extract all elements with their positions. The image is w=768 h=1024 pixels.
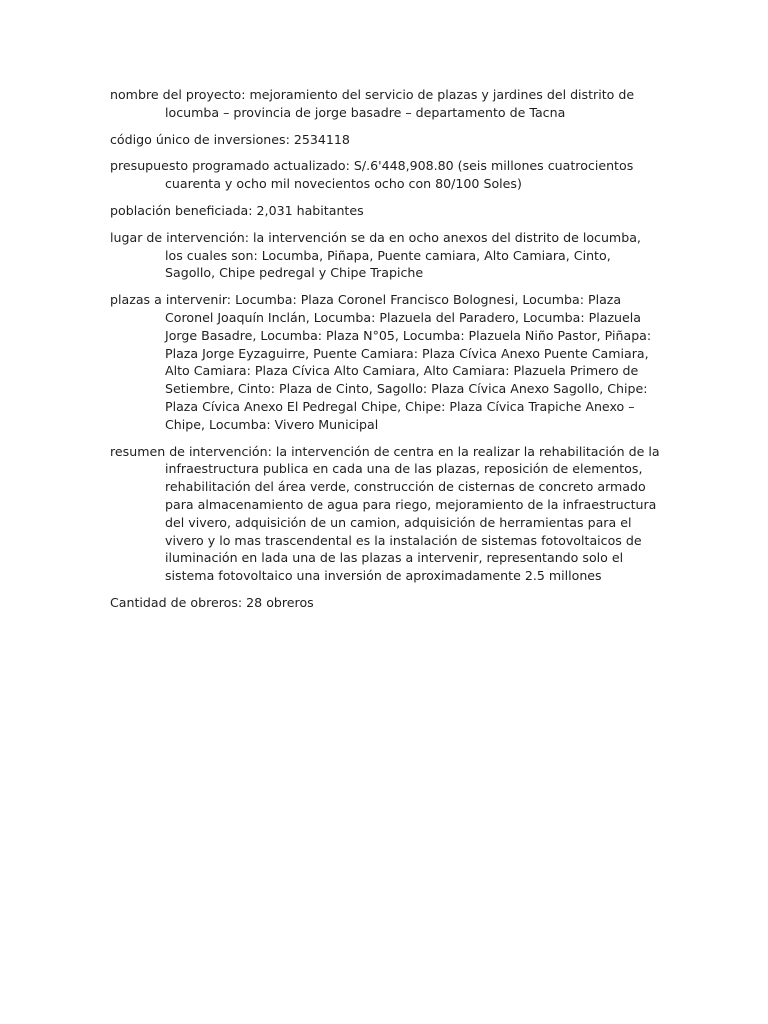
document-body: [110, 86, 662, 621]
paragraph-text: 2,031 habitantes: [256, 202, 364, 218]
paragraph-text: 28 obreros: [246, 594, 314, 610]
paragraph-text: la intervención se da en ocho anexos del distrito de locumba, los cuales son: Locumba, Piñapa, Puente camiara, Alto Camiara, Cinto, Sagollo, Chipe pedregal y Chipe Trapiche: [165, 229, 641, 281]
paragraph-text: mejoramiento del servicio de plazas y jardines del distrito de locumba – provincia de jorge basadre – departamento de Tacna: [165, 87, 635, 120]
paragraph-obreros: [110, 594, 662, 612]
paragraph-label: nombre del proyecto:: [110, 87, 246, 102]
paragraph-label: población beneficiada:: [110, 202, 253, 218]
paragraph-text: Locumba: Plaza Coronel Francisco Bolognesi, Locumba: Plaza Coronel Joaquín Inclán, Locumba: Plazuela del Paradero, Locumba: Plazuela Jorge Basadre, Locumba: Plaza N°05, Locumba: Plazuela Niño Pastor, Piñapa: Plaza Jorge Eyzaguirre, Puente Camiara: Plaza Cívica Anexo Puente Camiara, Alto Camiara: Plaza Cívica Alto Camiara, Alto Camiara: Plazuela Primero de Setiembre, Cinto: Plaza de Cinto, Sagollo: Plaza Cívica Anexo Sagollo, Chipe: Plaza Cívica Anexo El Pedregal Chipe, Chipe: Plaza Cívica Trapiche Anexo – Chipe, Locumba: Vivero Municipal: [165, 292, 652, 432]
paragraph-plazas: [110, 291, 662, 433]
paragraph-codigo-unico: [110, 131, 662, 149]
paragraph-poblacion: [110, 202, 662, 220]
paragraph-presupuesto: [110, 157, 662, 193]
paragraph-label: resumen de intervención:: [110, 443, 272, 459]
paragraph-label: Cantidad de obreros:: [110, 594, 243, 610]
paragraph-text: S/.6'448,908.80 (seis millones cuatrocientos cuarenta y ocho mil novecientos ocho con 80/100 Soles): [165, 158, 634, 192]
paragraph-text: 2534118: [293, 131, 350, 147]
paragraph-label: lugar de intervención:: [110, 229, 249, 245]
paragraph-resumen: [110, 443, 662, 585]
paragraph-lugar-intervencion: [110, 229, 662, 282]
paragraph-text: la intervención de centra en la realizar la rehabilitación de la infraestructura publica en cada una de las plazas, reposición de elementos, rehabilitación del área verde, construcción de cisternas de concreto armado para almacenamiento de agua para riego, mejoramiento de la infraestructura del vivero, adquisición de un camion, adquisición de herramientas para el vivero y lo mas trascendental es la instalación de sistemas fotovoltaicos de iluminación en lada una de las plazas a intervenir, representando solo el sistema fotovoltaico una inversión de aproximadamente 2.5 millones: [165, 443, 660, 584]
paragraph-label: presupuesto programado actualizado:: [110, 158, 350, 174]
paragraph-label: código único de inversiones:: [110, 131, 290, 147]
paragraph-nombre-proyecto: [110, 86, 662, 122]
paragraph-label: plazas a intervenir:: [110, 292, 232, 308]
